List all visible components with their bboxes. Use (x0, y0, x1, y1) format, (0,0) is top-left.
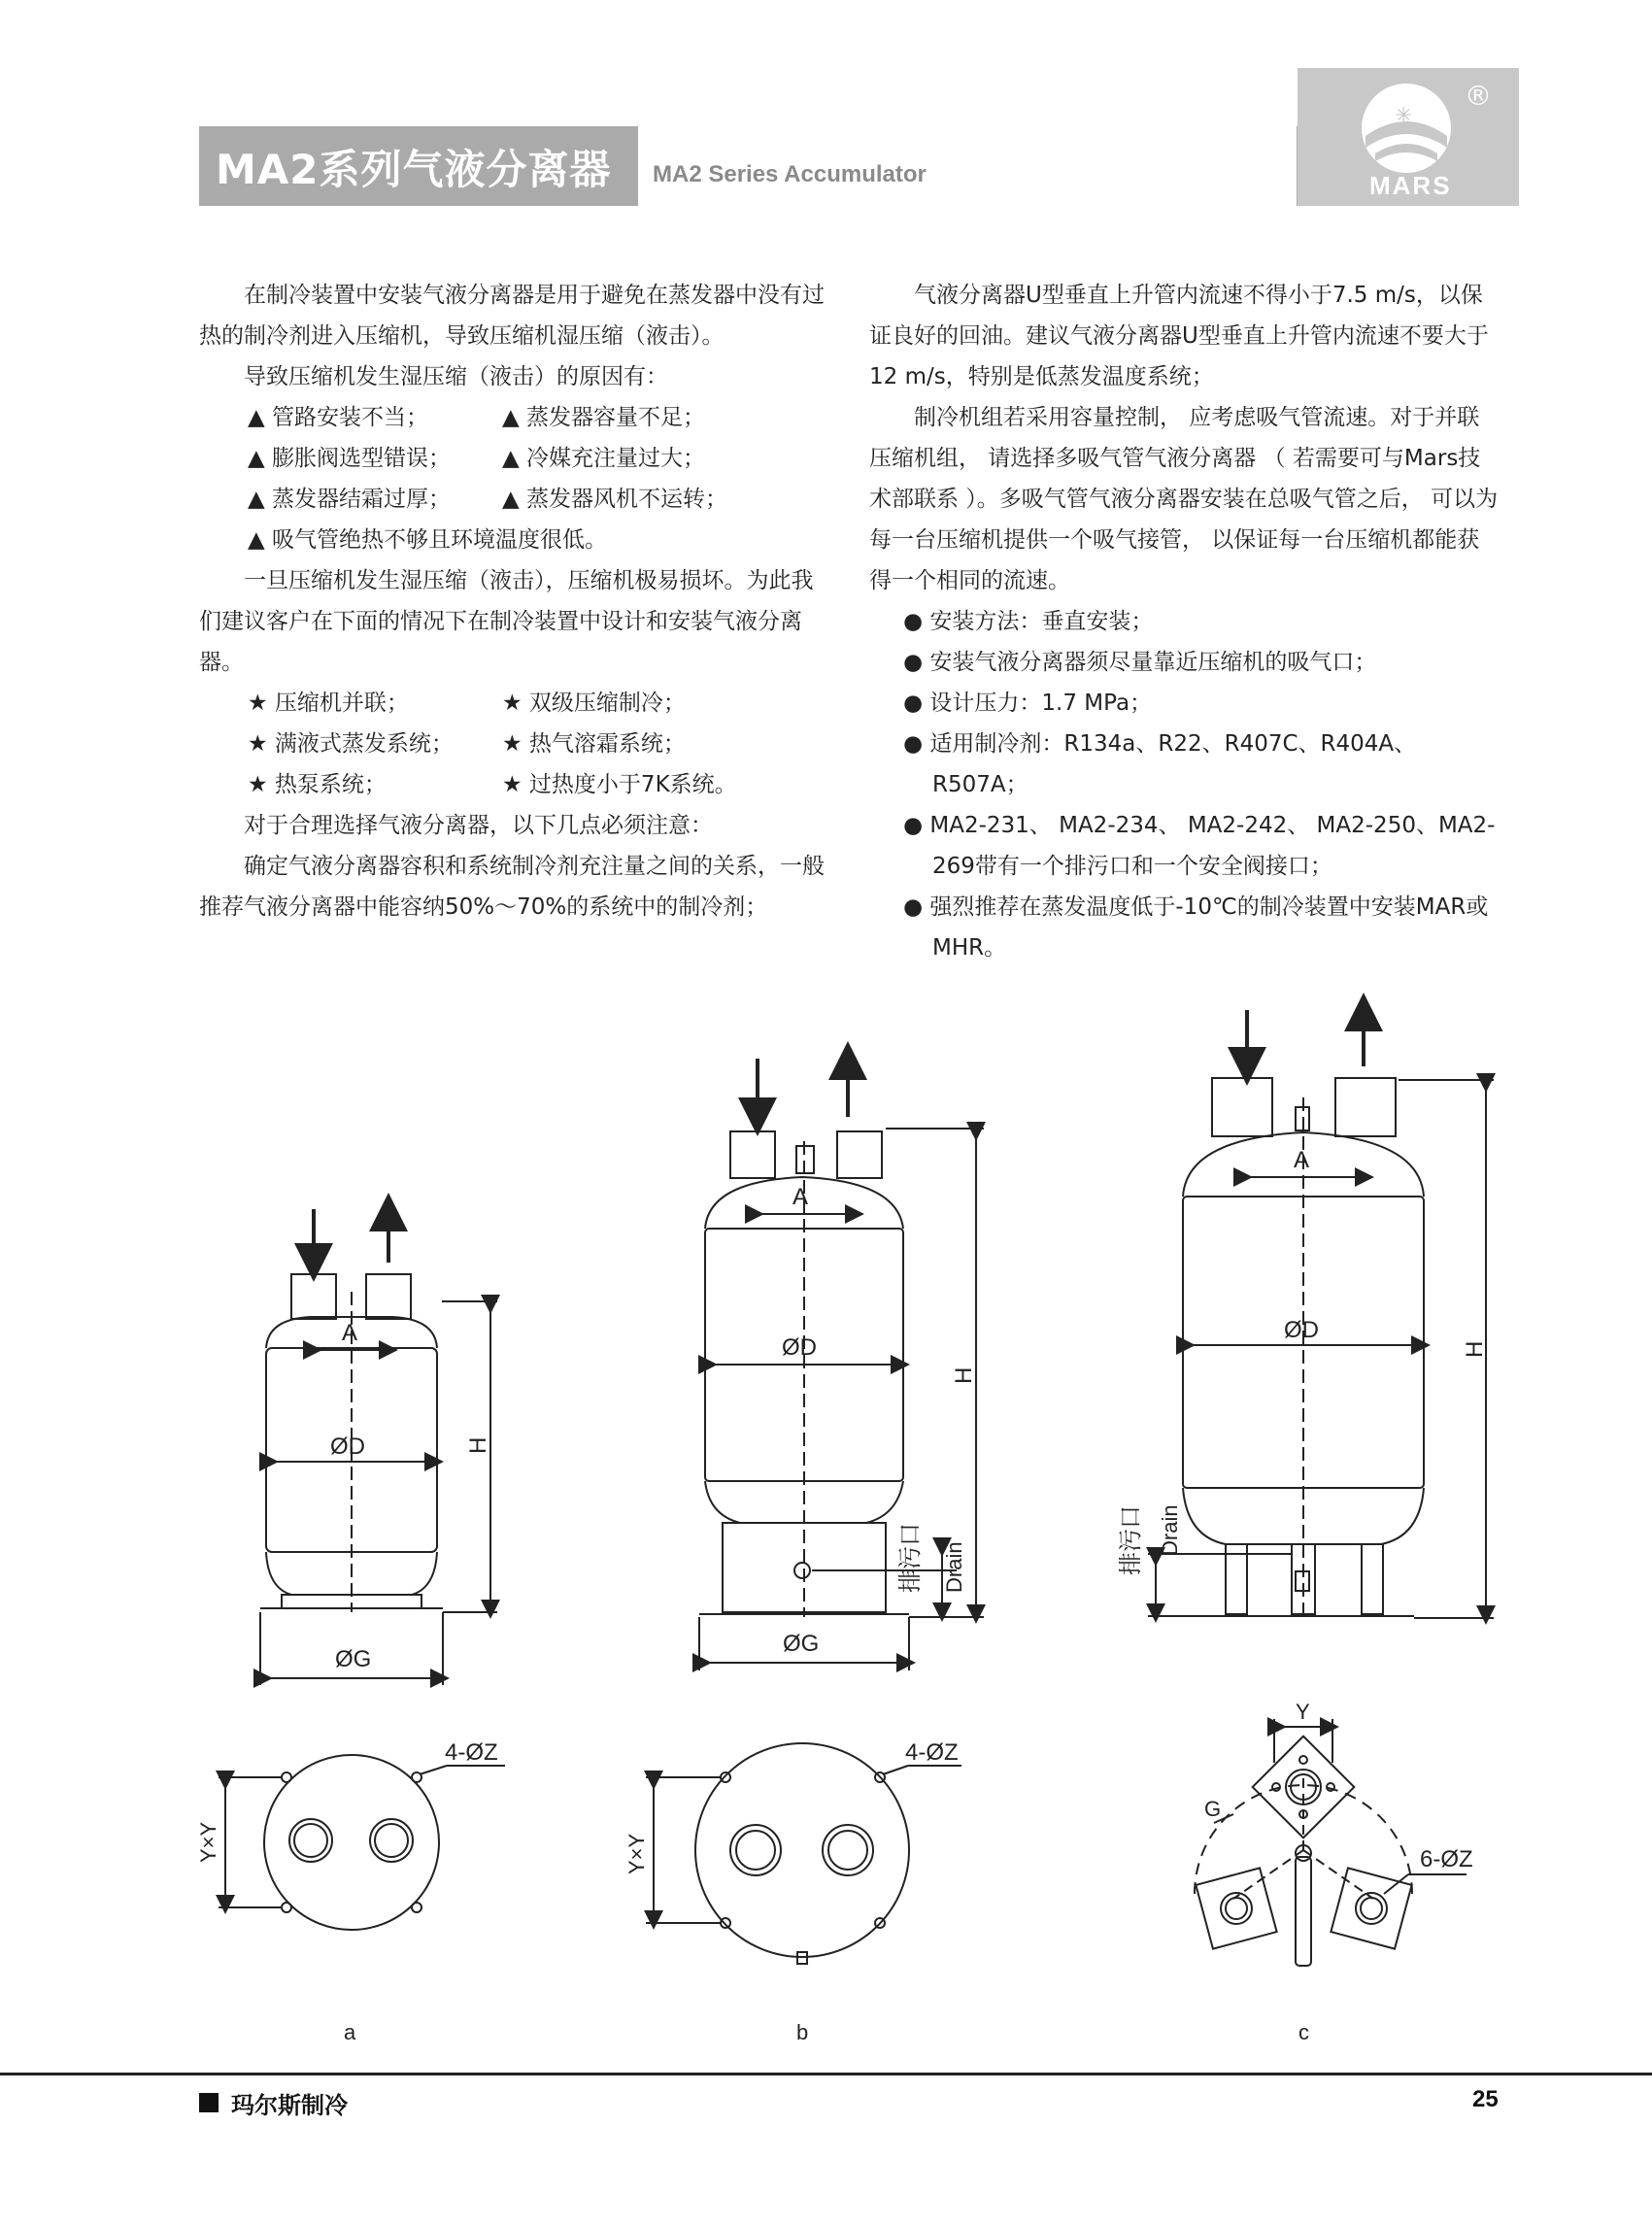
dim-g-label: ØG (335, 1646, 372, 1672)
spec-bullet: ● 安装气液分离器须尽量靠近压缩机的吸气口； (903, 650, 1377, 675)
case-row: ★ 热泵系统； ★ 过热度小于7K系统。 (248, 772, 737, 797)
spec-bullet: ● 设计压力：1.7 MPa； (903, 691, 1153, 716)
spec-bullet: ● 安装方法：垂直安装； (903, 609, 1154, 634)
holes-label: 6-ØZ (1420, 1846, 1473, 1872)
registered-mark: ® (1465, 80, 1492, 112)
footer-divider (0, 2073, 1652, 2075)
drain-label-en: Drain (1158, 1504, 1182, 1556)
recommend-paragraph: 一旦压缩机发生湿压缩（液击），压缩机极易损坏。为此我们建议客户在下面的情况下在制冷装置中设计和安装气液分离器。 (199, 568, 814, 675)
yxy-label: Y×Y (196, 1821, 220, 1863)
logo-text: MARS (1369, 171, 1452, 200)
cause-row: ▲ 蒸发器结霜过厚； ▲ 蒸发器风机不运转； (248, 487, 727, 512)
spec-bullet: ● 强烈推荐在蒸发温度低于-10℃的制冷装置中安装MAR或MHR。 (903, 894, 1489, 961)
figure-label-b: b (796, 2020, 809, 2044)
cause-last: ▲ 吸气管绝热不够且环境温度很低。 (248, 527, 607, 553)
dim-h-label: H (951, 1366, 977, 1384)
spec-bullet: ● 适用制冷剂：R134a、R22、R407C、R404A、R507A； (903, 731, 1417, 797)
case-row: ★ 满液式蒸发系统； ★ 热气溶霜系统； (248, 731, 686, 757)
dim-d-label: ØD (782, 1334, 817, 1361)
intro-paragraph: 在制冷装置中安装气液分离器是用于避免在蒸发器中没有过热的制冷剂进入压缩机，导致压缩机湿压缩（液击）。 (199, 283, 825, 349)
dim-g-label-c: G (1204, 1797, 1222, 1821)
dim-a-label: A (792, 1184, 809, 1210)
case-row: ★ 压缩机并联； ★ 双级压缩制冷； (248, 691, 686, 716)
page-title: MA2系列气液分离器 (216, 146, 612, 193)
footer-square-icon (199, 2093, 219, 2112)
drain-label: 排污口 (897, 1523, 924, 1593)
cause-row: ▲ 膨胀阀选型错误； ▲ 冷媒充注量过大； (248, 446, 705, 471)
causes-heading: 导致压缩机发生湿压缩（液击）的原因有： (244, 364, 668, 389)
yxy-label: Y×Y (624, 1833, 649, 1874)
spec-bullet: ● MA2-231、 MA2-234、 MA2-242、 MA2-250、MA2-269带有一个排污口和一个安全阀接口； (903, 813, 1496, 879)
dim-d-label: ØD (1284, 1317, 1319, 1343)
figure-label-c: c (1298, 2020, 1309, 2044)
page-number: 25 (1472, 2086, 1499, 2112)
dim-h-label: H (1462, 1340, 1488, 1358)
dim-a-label: A (1294, 1147, 1310, 1173)
dim-h-label: H (465, 1436, 491, 1454)
drain-label: 排污口 (1118, 1505, 1144, 1575)
capacity-paragraph: 制冷机组若采用容量控制， 应考虑吸气管流速。对于并联压缩机组， 请选择多吸气管气液分离器 （ 若需要可与Mars技术部联系 ）。多吸气管气液分离器安装在总吸气管之后， 可以为每一台压缩机提供一个吸气接管， 以保证每一台压缩机都能获得一个相同的流速。 (869, 405, 1499, 593)
footer-company: 玛尔斯制冷 (231, 2092, 348, 2119)
selection-heading: 对于合理选择气液分离器，以下几点必须注意： (244, 813, 713, 838)
accumulator-a-elevation (260, 1209, 497, 1685)
svg-text:✳: ✳ (1395, 103, 1413, 127)
volume-paragraph: 确定气液分离器容积和系统制冷剂充注量之间的关系，一般推荐气液分离器中能容纳50%～70%的系统中的制冷剂； (199, 854, 825, 920)
dim-g-label: ØG (783, 1631, 820, 1657)
accumulator-c-plan (1195, 1719, 1467, 1966)
holes-label: 4-ØZ (445, 1739, 498, 1766)
accumulator-c-elevation (1148, 1010, 1494, 1620)
dim-y-label: Y (1296, 1700, 1310, 1724)
dim-a-label: A (342, 1320, 358, 1346)
drain-label-en: Drain (942, 1541, 966, 1593)
velocity-paragraph: 气液分离器U型垂直上升管内流速不得小于7.5 m/s，以保证良好的回油。建议气液分离器U型垂直上升管内流速不要大于12 m/s，特别是低蒸发温度系统； (869, 283, 1489, 389)
cause-row: ▲ 管路安装不当； ▲ 蒸发器容量不足； (248, 405, 705, 430)
holes-label: 4-ØZ (905, 1739, 959, 1766)
dim-d-label: ØD (330, 1433, 365, 1460)
page-subtitle: MA2 Series Accumulator (653, 161, 927, 187)
figure-label-a: a (344, 2020, 356, 2044)
accumulator-b-plan (646, 1743, 961, 1964)
accumulator-a-plan (219, 1755, 505, 1930)
